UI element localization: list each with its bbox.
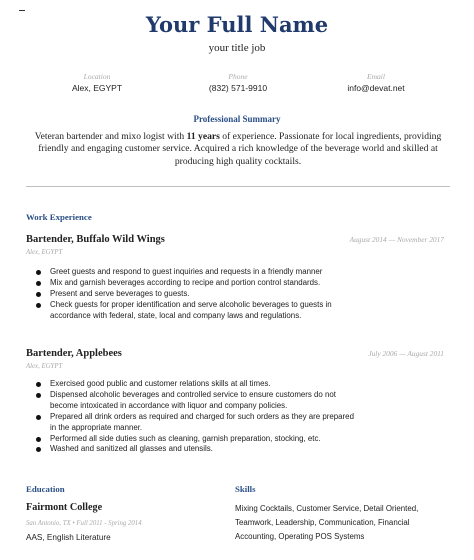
job-2-title: Bartender, Applebees [26, 348, 122, 359]
job-1-location: Alex, EGYPT [26, 249, 63, 256]
contact-location [37, 72, 157, 93]
summary-text-start: Veteran bartender and mixo logist with [34, 131, 187, 142]
skills-heading: Skills [235, 484, 256, 494]
list-item: Dispensed alcoholic beverages and controlled service to ensure customers do not become intoxicated in accordance with liquor and company policies. [36, 390, 356, 412]
list-item: Exercised good public and customer relations skills at all times. [36, 379, 356, 390]
job-2-bullets [36, 379, 356, 455]
list-item: Prepared all drink orders as required and charged for such orders as they are prepared in the appropriate manner. [36, 412, 356, 434]
job-1-title: Bartender, Buffalo Wild Wings [26, 234, 165, 245]
list-item: Washed and sanitized all glasses and utensils. [36, 444, 356, 455]
summary-text [26, 131, 450, 168]
list-item: Present and serve beverages to guests. [36, 289, 356, 300]
job-1-dates: August 2014 — November 2017 [349, 235, 444, 244]
school-details: San Antonio, TX • Full 2011 - Spring 2014 [26, 520, 142, 527]
contact-email [316, 72, 436, 93]
summary-heading: Professional Summary [193, 114, 281, 124]
location-label: Location [83, 72, 111, 81]
list-item: Performed all side duties such as cleaning, garnish preparation, stocking, etc. [36, 434, 356, 445]
degree: AAS, English Literature [26, 533, 111, 542]
email-label: Email [367, 72, 385, 81]
contact-phone [178, 72, 298, 93]
email-value: info@devat.net [347, 83, 405, 93]
work-experience-heading: Work Experience [26, 212, 92, 222]
summary-text-end: of experience. Passionate for local ingredients, providing friendly and engaging customer service. Acquired a rich knowledge of the beverage world and skilled at producing high quality cocktails. [38, 131, 442, 167]
job-2-location: Alex, EGYPT [26, 363, 63, 370]
skills-list: Mixing Cocktails, Customer Service, Detail Oriented, Teamwork, Leadership, Communication, Financial Accounting, Operating POS Systems [235, 504, 419, 541]
summary-years: 11 years [186, 131, 220, 142]
decorative-dash [19, 10, 25, 11]
list-item: Check guests for proper identification and serve alcoholic beverages to guests in accordance with federal, state, local and company laws and regulations. [36, 300, 356, 322]
education-heading: Education [26, 484, 65, 494]
job-title-line: your title job [208, 42, 266, 54]
job-1-bullets [36, 267, 356, 322]
phone-value: (832) 571-9910 [208, 83, 268, 93]
section-divider [26, 186, 450, 187]
job-2-dates: July 2006 — August 2011 [368, 349, 444, 358]
phone-label: Phone [228, 72, 248, 81]
location-value: Alex, EGYPT [71, 83, 123, 93]
list-item: Mix and garnish beverages according to recipe and portion control standards. [36, 278, 356, 289]
school-name: Fairmont College [26, 502, 103, 513]
list-item: Greet guests and respond to guest inquiries and requests in a friendly manner [36, 267, 356, 278]
full-name: Your Full Name [145, 12, 329, 37]
